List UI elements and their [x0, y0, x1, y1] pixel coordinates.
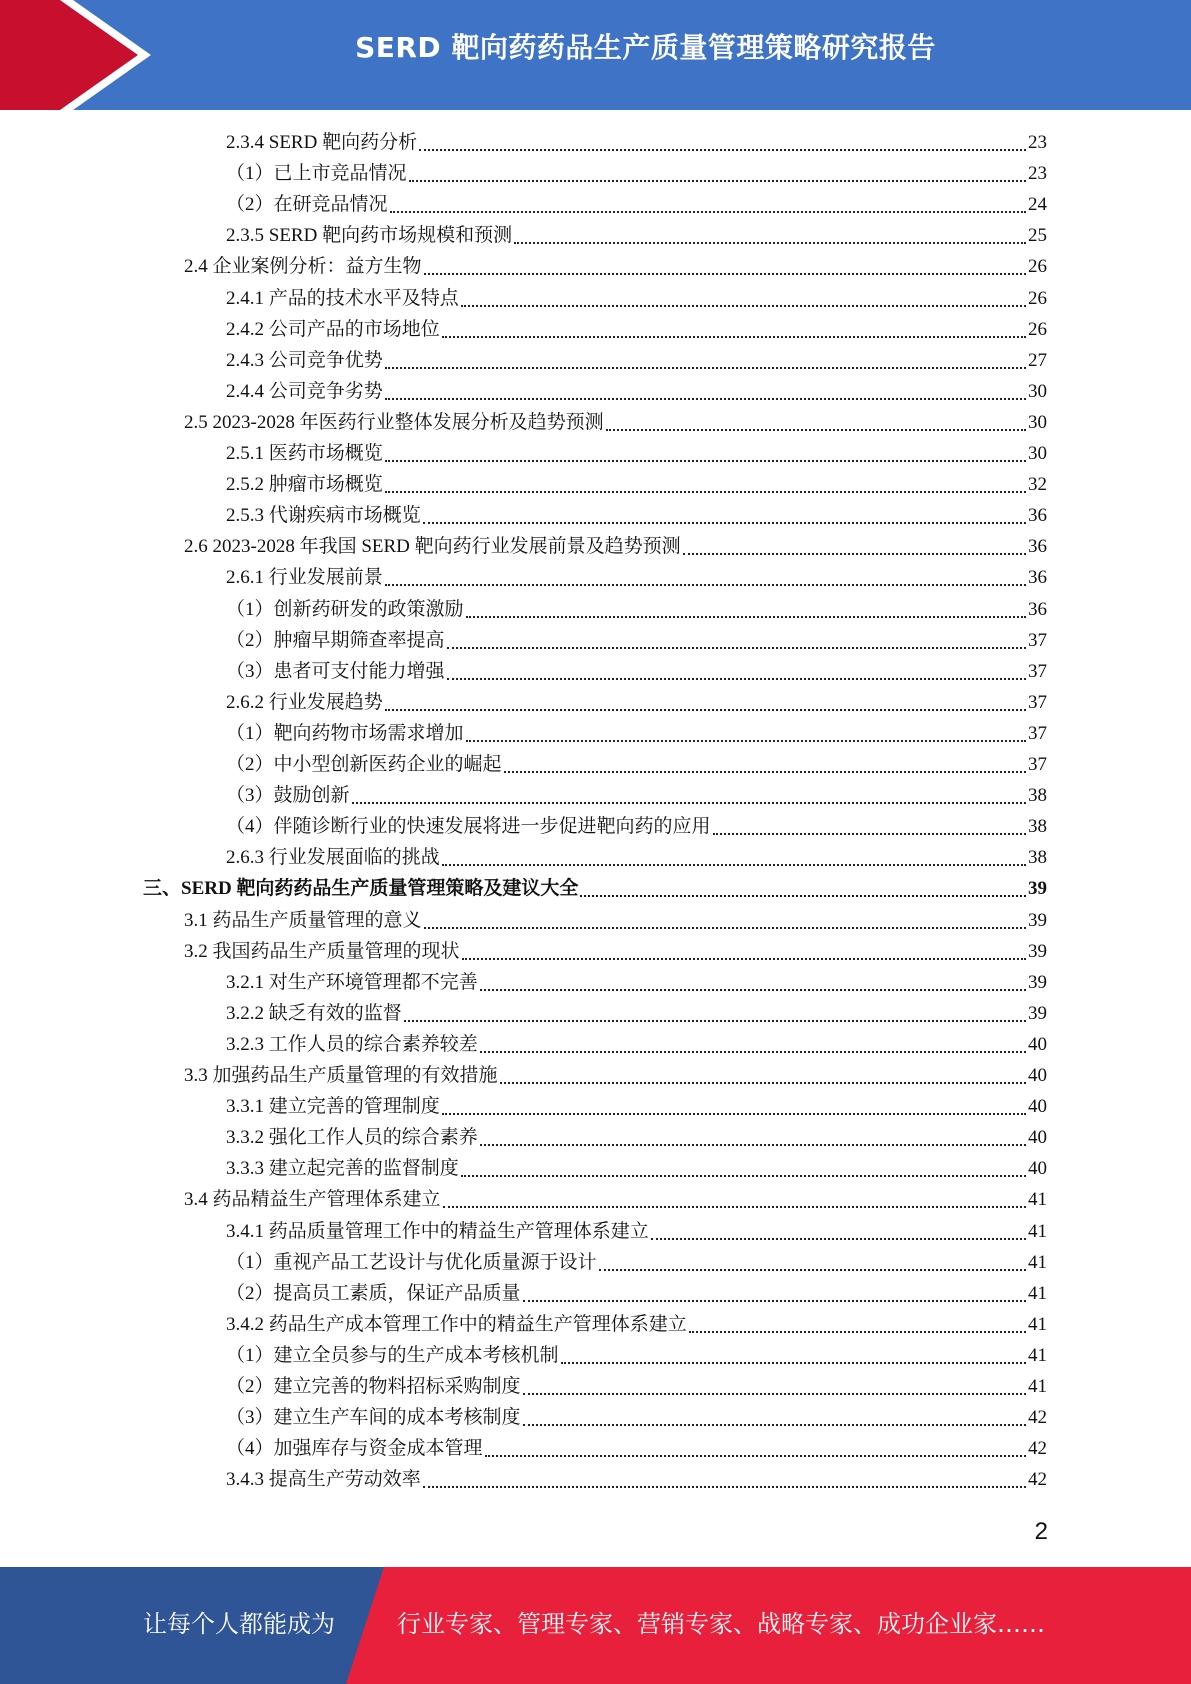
toc-entry[interactable] — [226, 687, 1047, 718]
toc-entry[interactable] — [226, 749, 1047, 780]
toc-entry-page: 30 — [1028, 380, 1047, 402]
toc-entry-page: 36 — [1028, 536, 1047, 558]
toc-entry-page: 37 — [1028, 660, 1047, 682]
toc-entry[interactable] — [226, 469, 1047, 500]
toc-entry[interactable] — [226, 1309, 1047, 1340]
toc-entry[interactable] — [226, 811, 1047, 842]
toc-entry-page: 36 — [1028, 567, 1047, 589]
toc-leader-dots — [442, 314, 1026, 338]
toc-entry-label: 3.4.2 药品生产成本管理工作中的精益生产管理体系建立 — [226, 1313, 687, 1335]
toc-entry-page: 41 — [1028, 1251, 1047, 1273]
toc-entry-page: 39 — [1028, 1002, 1047, 1024]
toc-entry-label: 3.4.1 药品质量管理工作中的精益生产管理体系建立 — [226, 1220, 649, 1242]
toc-leader-dots — [713, 811, 1026, 835]
toc-entry[interactable] — [226, 1091, 1047, 1122]
toc-entry-label: 3.2 我国药品生产质量管理的现状 — [184, 940, 460, 962]
toc-entry[interactable] — [226, 189, 1047, 220]
toc-entry-label: （1）创新药研发的政策激励 — [226, 598, 464, 620]
toc-entry[interactable] — [143, 873, 1047, 904]
toc-leader-dots — [466, 594, 1026, 618]
toc-entry-label: 2.4.1 产品的技术水平及特点 — [226, 287, 459, 309]
toc-leader-dots — [580, 873, 1026, 897]
toc-entry[interactable] — [226, 1340, 1047, 1371]
toc-entry-label: 2.6.2 行业发展趋势 — [226, 691, 383, 713]
toc-leader-dots — [500, 1060, 1026, 1084]
page-footer — [0, 1567, 1191, 1684]
toc-entry-page: 27 — [1028, 349, 1047, 371]
toc-entry-label: （4）伴随诊断行业的快速发展将进一步促进靶向药的应用 — [226, 816, 711, 838]
toc-leader-dots — [480, 1029, 1026, 1053]
toc-entry-page: 36 — [1028, 598, 1047, 620]
toc-entry-page: 39 — [1028, 940, 1047, 962]
toc-entry[interactable] — [226, 562, 1047, 593]
toc-entry-page: 36 — [1028, 505, 1047, 527]
toc-leader-dots — [466, 718, 1026, 742]
toc-entry-label: （1）建立全员参与的生产成本考核机制 — [226, 1344, 559, 1366]
toc-entry-page: 41 — [1028, 1313, 1047, 1335]
toc-leader-dots — [447, 656, 1026, 680]
toc-entry-label: （2）建立完善的物料招标采购制度 — [226, 1376, 521, 1397]
toc-entry-label: （3）建立生产车间的成本考核制度 — [226, 1407, 521, 1429]
toc-entry-label: 2.4 企业案例分析：益方生物 — [184, 256, 422, 278]
toc-entry-page: 38 — [1028, 785, 1047, 807]
toc-entry[interactable] — [226, 1029, 1047, 1060]
toc-entry-page: 32 — [1028, 474, 1047, 496]
toc-entry[interactable] — [226, 283, 1047, 314]
toc-entry-label: 2.6 2023-2028 年我国 SERD 靶向药行业发展前景及趋势预测 — [184, 536, 681, 558]
toc-entry-label: 2.6.3 行业发展面临的挑战 — [226, 847, 440, 869]
toc-leader-dots — [423, 1464, 1026, 1488]
toc-leader-dots — [523, 1278, 1026, 1302]
toc-entry-label: 2.5 2023-2028 年医药行业整体发展分析及趋势预测 — [184, 411, 604, 433]
toc-entry-page: 39 — [1028, 878, 1047, 900]
toc-entry[interactable] — [184, 531, 1047, 562]
toc-entry-label: 2.6.1 行业发展前景 — [226, 567, 383, 589]
toc-entry-label: 2.5.2 肿瘤市场概览 — [226, 474, 383, 496]
toc-entry[interactable] — [184, 936, 1047, 967]
toc-leader-dots — [462, 936, 1026, 960]
toc-entry[interactable] — [226, 1464, 1047, 1495]
toc-entry-label: 2.4.4 公司竞争劣势 — [226, 380, 383, 402]
toc-entry[interactable] — [226, 998, 1047, 1029]
toc-entry[interactable] — [226, 1247, 1047, 1278]
toc-entry[interactable] — [226, 780, 1047, 811]
toc-entry-label: 3.4 药品精益生产管理体系建立 — [184, 1189, 441, 1211]
toc-leader-dots — [390, 189, 1026, 213]
toc-entry-label: 3.2.1 对生产环境管理都不完善 — [226, 971, 478, 993]
toc-leader-dots — [409, 158, 1026, 182]
toc-entry-page: 23 — [1028, 163, 1047, 185]
toc-entry-label: （1）已上市竞品情况 — [226, 163, 407, 185]
toc-entry-label: 3.1 药品生产质量管理的意义 — [184, 909, 422, 931]
toc-entry-label: （2）中小型创新医药企业的崛起 — [226, 754, 502, 775]
toc-entry-page: 41 — [1028, 1189, 1047, 1211]
toc-entry-label: 2.5.3 代谢疾病市场概览 — [226, 505, 421, 527]
toc-leader-dots — [689, 1309, 1026, 1333]
toc-entry-page: 40 — [1028, 1065, 1047, 1086]
toc-entry[interactable] — [226, 1371, 1047, 1402]
toc-leader-dots — [447, 625, 1026, 649]
footer-slogan-right: 行业专家、管理专家、营销专家、战略专家、成功企业家…… — [397, 1610, 1045, 1638]
toc-entry-page: 41 — [1028, 1376, 1047, 1397]
toc-entry-label: 三、SERD 靶向药药品生产质量管理策略及建议大全 — [143, 878, 579, 900]
toc-leader-dots — [419, 127, 1026, 151]
toc-entry-page: 38 — [1028, 816, 1047, 838]
toc-leader-dots — [385, 376, 1026, 400]
toc-entry[interactable] — [226, 158, 1047, 189]
toc-entry[interactable] — [226, 1122, 1047, 1153]
toc-leader-dots — [442, 842, 1026, 866]
toc-leader-dots — [485, 1433, 1026, 1457]
toc-entry-label: 3.3.1 建立完善的管理制度 — [226, 1096, 440, 1118]
toc-entry[interactable] — [184, 905, 1047, 936]
toc-entry-page: 41 — [1028, 1220, 1047, 1242]
toc-leader-dots — [442, 1091, 1026, 1115]
toc-entry[interactable] — [226, 625, 1047, 656]
toc-entry-page: 41 — [1028, 1282, 1047, 1304]
toc-leader-dots — [599, 1247, 1026, 1271]
toc-entry[interactable] — [184, 1060, 1047, 1091]
toc-entry-page: 37 — [1028, 754, 1047, 775]
toc-leader-dots — [514, 220, 1026, 244]
toc-entry[interactable] — [226, 127, 1047, 158]
toc-entry-label: （3）鼓励创新 — [226, 785, 350, 807]
page-header — [0, 0, 1191, 110]
page-number: 2 — [1034, 1518, 1048, 1545]
toc-entry-page: 42 — [1028, 1438, 1047, 1460]
toc-leader-dots — [461, 1153, 1026, 1177]
toc-entry[interactable] — [226, 967, 1047, 998]
toc-entry[interactable] — [184, 251, 1047, 282]
toc-entry-page: 37 — [1028, 722, 1047, 744]
toc-entry[interactable] — [226, 718, 1047, 749]
toc-entry-label: 3.2.3 工作人员的综合素养较差 — [226, 1033, 478, 1055]
toc-entry-page: 41 — [1028, 1344, 1047, 1366]
toc-entry-page: 37 — [1028, 691, 1047, 713]
toc-entry-page: 26 — [1028, 287, 1047, 309]
toc-entry[interactable] — [226, 842, 1047, 873]
toc-entry-page: 42 — [1028, 1407, 1047, 1429]
toc-entry-page: 40 — [1028, 1158, 1047, 1180]
toc-entry-label: 2.3.4 SERD 靶向药分析 — [226, 132, 418, 153]
toc-leader-dots — [424, 251, 1026, 275]
toc-leader-dots — [443, 1184, 1026, 1208]
toc-leader-dots — [385, 469, 1026, 493]
toc-entry[interactable] — [226, 220, 1047, 251]
toc-entry[interactable] — [226, 376, 1047, 407]
toc-entry[interactable] — [184, 1184, 1047, 1215]
toc-entry-page: 26 — [1028, 256, 1047, 278]
toc-leader-dots — [561, 1340, 1026, 1364]
toc-entry[interactable] — [226, 345, 1047, 376]
toc-entry-label: 2.4.2 公司产品的市场地位 — [226, 318, 440, 340]
toc-entry[interactable] — [184, 407, 1047, 438]
toc-entry[interactable] — [226, 1278, 1047, 1309]
toc-entry-label: 3.4.3 提高生产劳动效率 — [226, 1469, 421, 1491]
toc-entry-label: 2.4.3 公司竞争优势 — [226, 349, 383, 371]
toc-entry-page: 38 — [1028, 847, 1047, 869]
toc-entry-label: 2.3.5 SERD 靶向药市场规模和预测 — [226, 225, 513, 247]
toc-entry-page: 42 — [1028, 1469, 1047, 1491]
toc-leader-dots — [385, 438, 1026, 462]
toc-entry-label: 3.3 加强药品生产质量管理的有效措施 — [184, 1065, 498, 1086]
toc-leader-dots — [385, 687, 1026, 711]
toc-entry[interactable] — [226, 314, 1047, 345]
toc-leader-dots — [461, 283, 1026, 307]
toc-entry[interactable] — [226, 500, 1047, 531]
toc-entry-label: （2）提高员工素质，保证产品质量 — [226, 1282, 521, 1304]
toc-entry[interactable] — [226, 438, 1047, 469]
toc-leader-dots — [404, 998, 1026, 1022]
toc-entry-label: （3）患者可支付能力增强 — [226, 660, 445, 682]
toc-entry[interactable] — [226, 1216, 1047, 1247]
toc-entry-page: 40 — [1028, 1096, 1047, 1118]
toc-leader-dots — [523, 1371, 1026, 1395]
toc-entry[interactable] — [226, 1153, 1047, 1184]
toc-entry-page: 23 — [1028, 132, 1047, 153]
toc-entry-label: 2.5.1 医药市场概览 — [226, 443, 383, 464]
toc-leader-dots — [606, 407, 1026, 431]
toc-entry-label: 3.3.3 建立起完善的监督制度 — [226, 1158, 459, 1180]
toc-leader-dots — [385, 345, 1026, 369]
toc-leader-dots — [352, 780, 1026, 804]
toc-entry-page: 24 — [1028, 194, 1047, 216]
toc-entry[interactable] — [226, 1433, 1047, 1464]
toc-leader-dots — [480, 1122, 1026, 1146]
toc-entry-page: 30 — [1028, 411, 1047, 433]
toc-leader-dots — [683, 531, 1026, 555]
toc-leader-dots — [385, 562, 1026, 586]
toc-entry-page: 39 — [1028, 909, 1047, 931]
report-title: SERD 靶向药药品生产质量管理策略研究报告 — [355, 31, 936, 64]
toc-entry-label: （2）在研竞品情况 — [226, 194, 388, 216]
toc-leader-dots — [504, 749, 1026, 773]
toc-entry-page: 25 — [1028, 225, 1047, 247]
toc-entry-page: 37 — [1028, 629, 1047, 651]
toc-leader-dots — [423, 500, 1026, 524]
toc-entry-page: 40 — [1028, 1033, 1047, 1055]
toc-entry-page: 26 — [1028, 318, 1047, 340]
toc-leader-dots — [651, 1216, 1026, 1240]
toc-entry-page: 30 — [1028, 443, 1047, 464]
toc-leader-dots — [424, 905, 1026, 929]
toc-entry-label: （1）靶向药物市场需求增加 — [226, 722, 464, 744]
toc-leader-dots — [523, 1402, 1026, 1426]
footer-slogan-left: 让每个人都能成为 — [143, 1610, 335, 1638]
toc-leader-dots — [480, 967, 1026, 991]
toc-entry-label: （4）加强库存与资金成本管理 — [226, 1438, 483, 1460]
toc-entry-label: （1）重视产品工艺设计与优化质量源于设计 — [226, 1251, 597, 1273]
toc-entry-page: 40 — [1028, 1127, 1047, 1149]
toc-entry[interactable] — [226, 594, 1047, 625]
toc-entry[interactable] — [226, 656, 1047, 687]
toc-entry-page: 39 — [1028, 971, 1047, 993]
toc-entry-label: （2）肿瘤早期筛查率提高 — [226, 629, 445, 651]
toc-entry-label: 3.2.2 缺乏有效的监督 — [226, 1002, 402, 1024]
toc-entry[interactable] — [226, 1402, 1047, 1433]
toc-entry-label: 3.3.2 强化工作人员的综合素养 — [226, 1127, 478, 1149]
